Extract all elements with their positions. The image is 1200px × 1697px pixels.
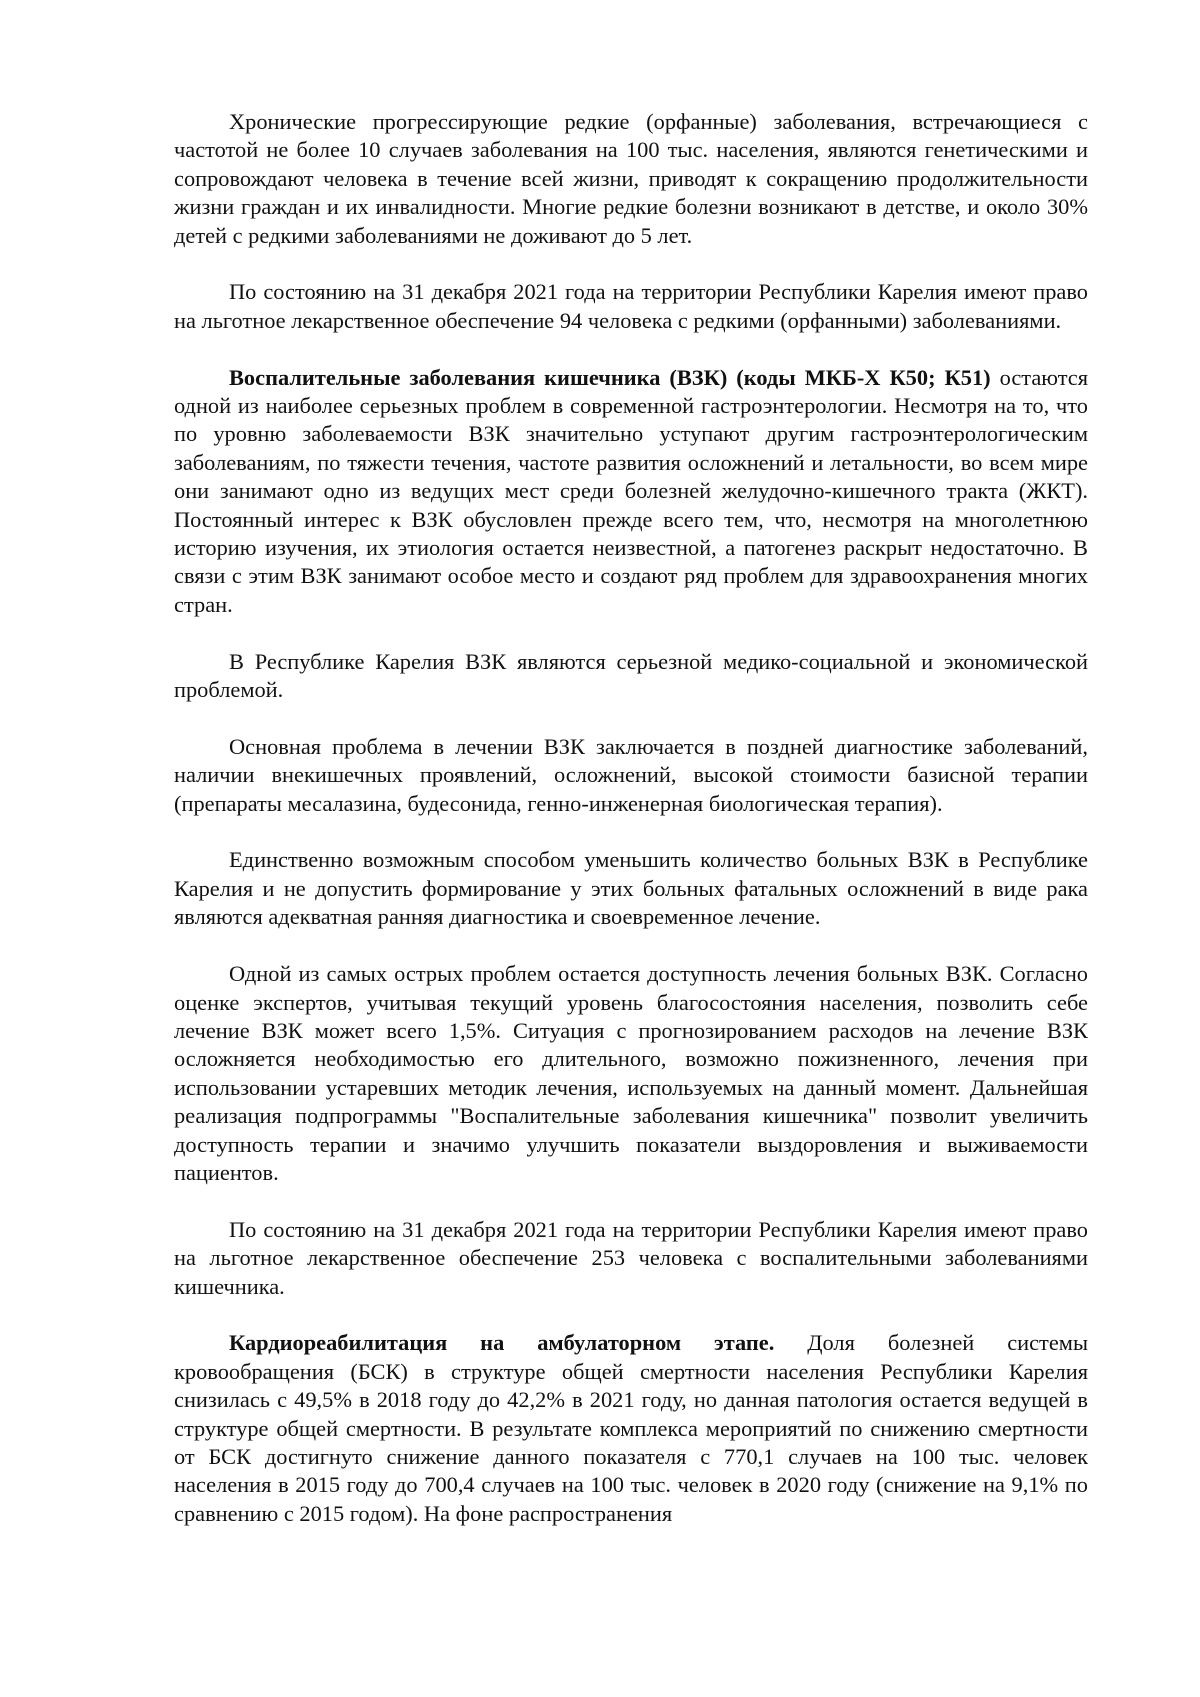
paragraph-text: Хронические прогрессирующие редкие (орфанные) заболевания, встречающиеся с частотой не более 10 случаев заболевания на 100 тыс. населения, являются генетическими и сопровождают человека в течение всей жизни, приводят к сокращению продолжительности жизни граждан и их инвалидности. Многие редкие болезни возникают в детстве, и около 30% детей с редкими заболеваниями не доживают до 5 лет. (174, 109, 1088, 248)
paragraph-ibd-diagnostics (174, 846, 1088, 931)
paragraph-cardio-rehab (174, 1329, 1088, 1528)
paragraph-lead-bold: Кардиореабилитация на амбулаторном этапе. (229, 1330, 775, 1356)
paragraph-ibd-problem (174, 733, 1088, 818)
paragraph-text: В Республике Карелия ВЗК являются серьезной медико-социальной и экономической проблемой. (174, 648, 1088, 703)
document-page (174, 108, 1088, 1528)
paragraph-ibd-count (174, 1216, 1088, 1301)
paragraph-lead-bold: Воспалительные заболевания кишечника (ВЗК) (коды МКБ-Х К50; К51) (229, 364, 991, 390)
paragraph-text: Доля болезней системы кровообращения (БСК) в структуре общей смертности населения Республики Карелия снизилась с 49,5% в 2018 году до 42,2% в 2021 году, но данная патология остается ведущей в структуре общей смертности. В результате комплекса мероприятий по снижению смертности от БСК достигнуто снижение данного показателя с 770,1 случаев на 100 тыс. человек населения в 2015 году до 700,4 случаев на 100 тыс. человек в 2020 году (снижение на 9,1% по сравнению с 2015 годом). На фоне распространения (174, 1330, 1088, 1526)
paragraph-text: По состоянию на 31 декабря 2021 года на территории Республики Карелия имеют право на льготное лекарственное обеспечение 94 человека с редкими (орфанными) заболеваниями. (174, 279, 1088, 333)
paragraph-text: Одной из самых острых проблем остается доступность лечения больных ВЗК. Согласно оценке экспертов, учитывая текущий уровень благосостояния населения, позволить себе лечение ВЗК может всего 1,5%. Ситуация с прогнозированием расходов на лечение ВЗК осложняется необходимостью его длительного, возможно пожизненного, лечения при использовании устаревших методик лечения, используемых на данный момент. Дальнейшая реализация подпрограммы "Воспалительные заболевания кишечника" позволит увеличить доступность терапии и значимо улучшить показатели выздоровления и выживаемости пациентов. (174, 961, 1088, 1185)
paragraph-orphan-count (174, 278, 1088, 335)
paragraph-text: Основная проблема в лечении ВЗК заключается в поздней диагностике заболеваний, наличии внекишечных проявлений, осложнений, высокой стоимости базисной терапии (препараты месалазина, будесонида, генно-инженерная биологическая терапия). (174, 733, 1088, 816)
paragraph-ibd-access (174, 960, 1088, 1187)
paragraph-text: Единственно возможным способом уменьшить количество больных ВЗК в Республике Карелия и не допустить формирование у этих больных фатальных осложнений в виде рака являются адекватная ранняя диагностика и своевременное лечение. (174, 847, 1088, 930)
paragraph-ibd-intro (174, 364, 1088, 620)
paragraph-orphan-diseases (174, 108, 1088, 250)
paragraph-ibd-karelia (174, 648, 1088, 705)
paragraph-text: По состоянию на 31 декабря 2021 года на территории Республики Карелия имеют право на льготное лекарственное обеспечение 253 человека с воспалительными заболеваниями кишечника. (174, 1216, 1088, 1299)
paragraph-text: остаются одной из наиболее серьезных проблем в современной гастроэнтерологии. Несмотря на то, что по уровню заболеваемости ВЗК значительно уступают другим гастроэнтерологическим заболеваниям, по тяжести течения, частоте развития осложнений и летальности, во всем мире они занимают одно из ведущих мест среди болезней желудочно-кишечного тракта (ЖКТ). Постоянный интерес к ВЗК обусловлен прежде всего тем, что, несмотря на многолетнюю историю изучения, их этиология остается неизвестной, а патогенез раскрыт недостаточно. В связи с этим ВЗК занимают особое место и создают ряд проблем для здравоохранения многих стран. (174, 364, 1089, 617)
